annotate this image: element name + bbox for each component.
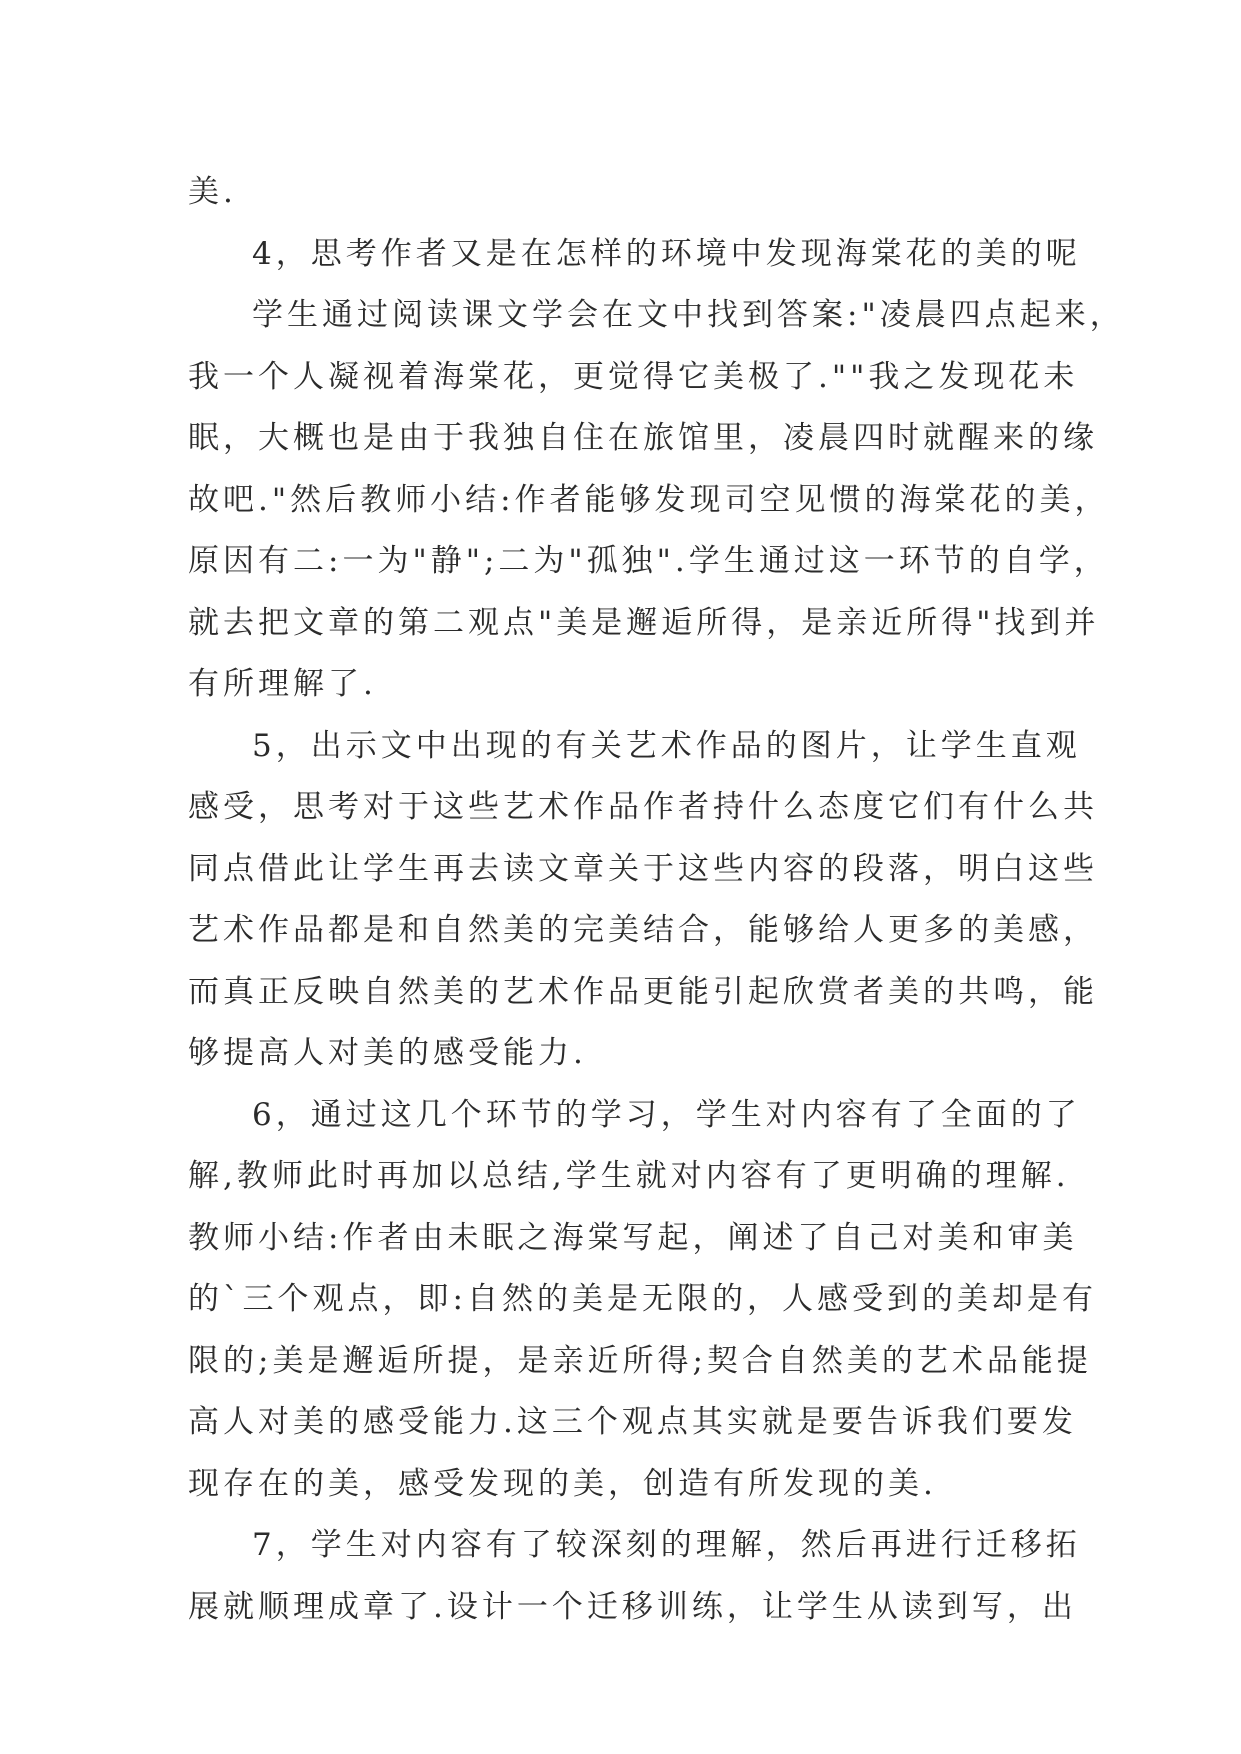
text-line: 4，思考作者又是在怎样的环境中发现海棠花的美的呢: [252, 235, 1081, 272]
text-line: 7，学生对内容有了较深刻的理解，然后再进行迁移拓: [252, 1527, 1081, 1563]
body-text: [188, 162, 1125, 1638]
text-line: 原因有二:一为"静";二为"孤独".学生通过这一环节的自学，: [188, 543, 1109, 579]
text-line: 教师小结:作者由未眠之海棠写起，阐述了自己对美和审美: [188, 1219, 1078, 1256]
text-line: 展就顺理成章了.设计一个迁移训练，让学生从读到写，出: [188, 1588, 1077, 1625]
text-line: 故吧."然后教师小结:作者能够发现司空见惯的海棠花的美，: [188, 481, 1110, 518]
text-line: 感受，思考对于这些艺术作品作者持什么态度它们有什么共: [188, 789, 1098, 825]
text-line: 高人对美的感受能力.这三个观点其实就是要告诉我们要发: [188, 1404, 1077, 1440]
text-line: 同点借此让学生再去读文章关于这些内容的段落，明白这些: [188, 850, 1098, 887]
text-line: 美.: [188, 174, 237, 210]
text-line: 就去把文章的第二观点"美是邂逅所得，是亲近所得"找到并: [188, 604, 1100, 641]
text-line: 解,教师此时再加以总结,学生就对内容有了更明确的理解.: [188, 1158, 1070, 1194]
text-line: 我一个人凝视着海棠花，更觉得它美极了.""我之发现花未: [188, 358, 1079, 395]
text-line: 学生通过阅读课文学会在文中找到答案:"凌晨四点起来，: [252, 297, 1125, 333]
text-line: 够提高人对美的感受能力.: [188, 1035, 587, 1071]
text-line: 现存在的美，感受发现的美，创造有所发现的美.: [188, 1465, 937, 1502]
text-line: 5，出示文中出现的有关艺术作品的图片，让学生直观: [252, 727, 1081, 764]
text-line: 的`三个观点，即:自然的美是无限的，人感受到的美却是有: [188, 1281, 1097, 1317]
text-line: 6，通过这几个环节的学习，学生对内容有了全面的了: [252, 1096, 1081, 1133]
text-line: 眠，大概也是由于我独自住在旅馆里，凌晨四时就醒来的缘: [188, 420, 1098, 456]
text-line: 艺术作品都是和自然美的完美结合，能够给人更多的美感，: [188, 912, 1098, 948]
text-line: 有所理解了.: [188, 666, 377, 702]
text-line: 限的;美是邂逅所提，是亲近所得;契合自然美的艺术品能提: [188, 1342, 1092, 1379]
text-line: 而真正反映自然美的艺术作品更能引起欣赏者美的共鸣，能: [188, 973, 1098, 1010]
